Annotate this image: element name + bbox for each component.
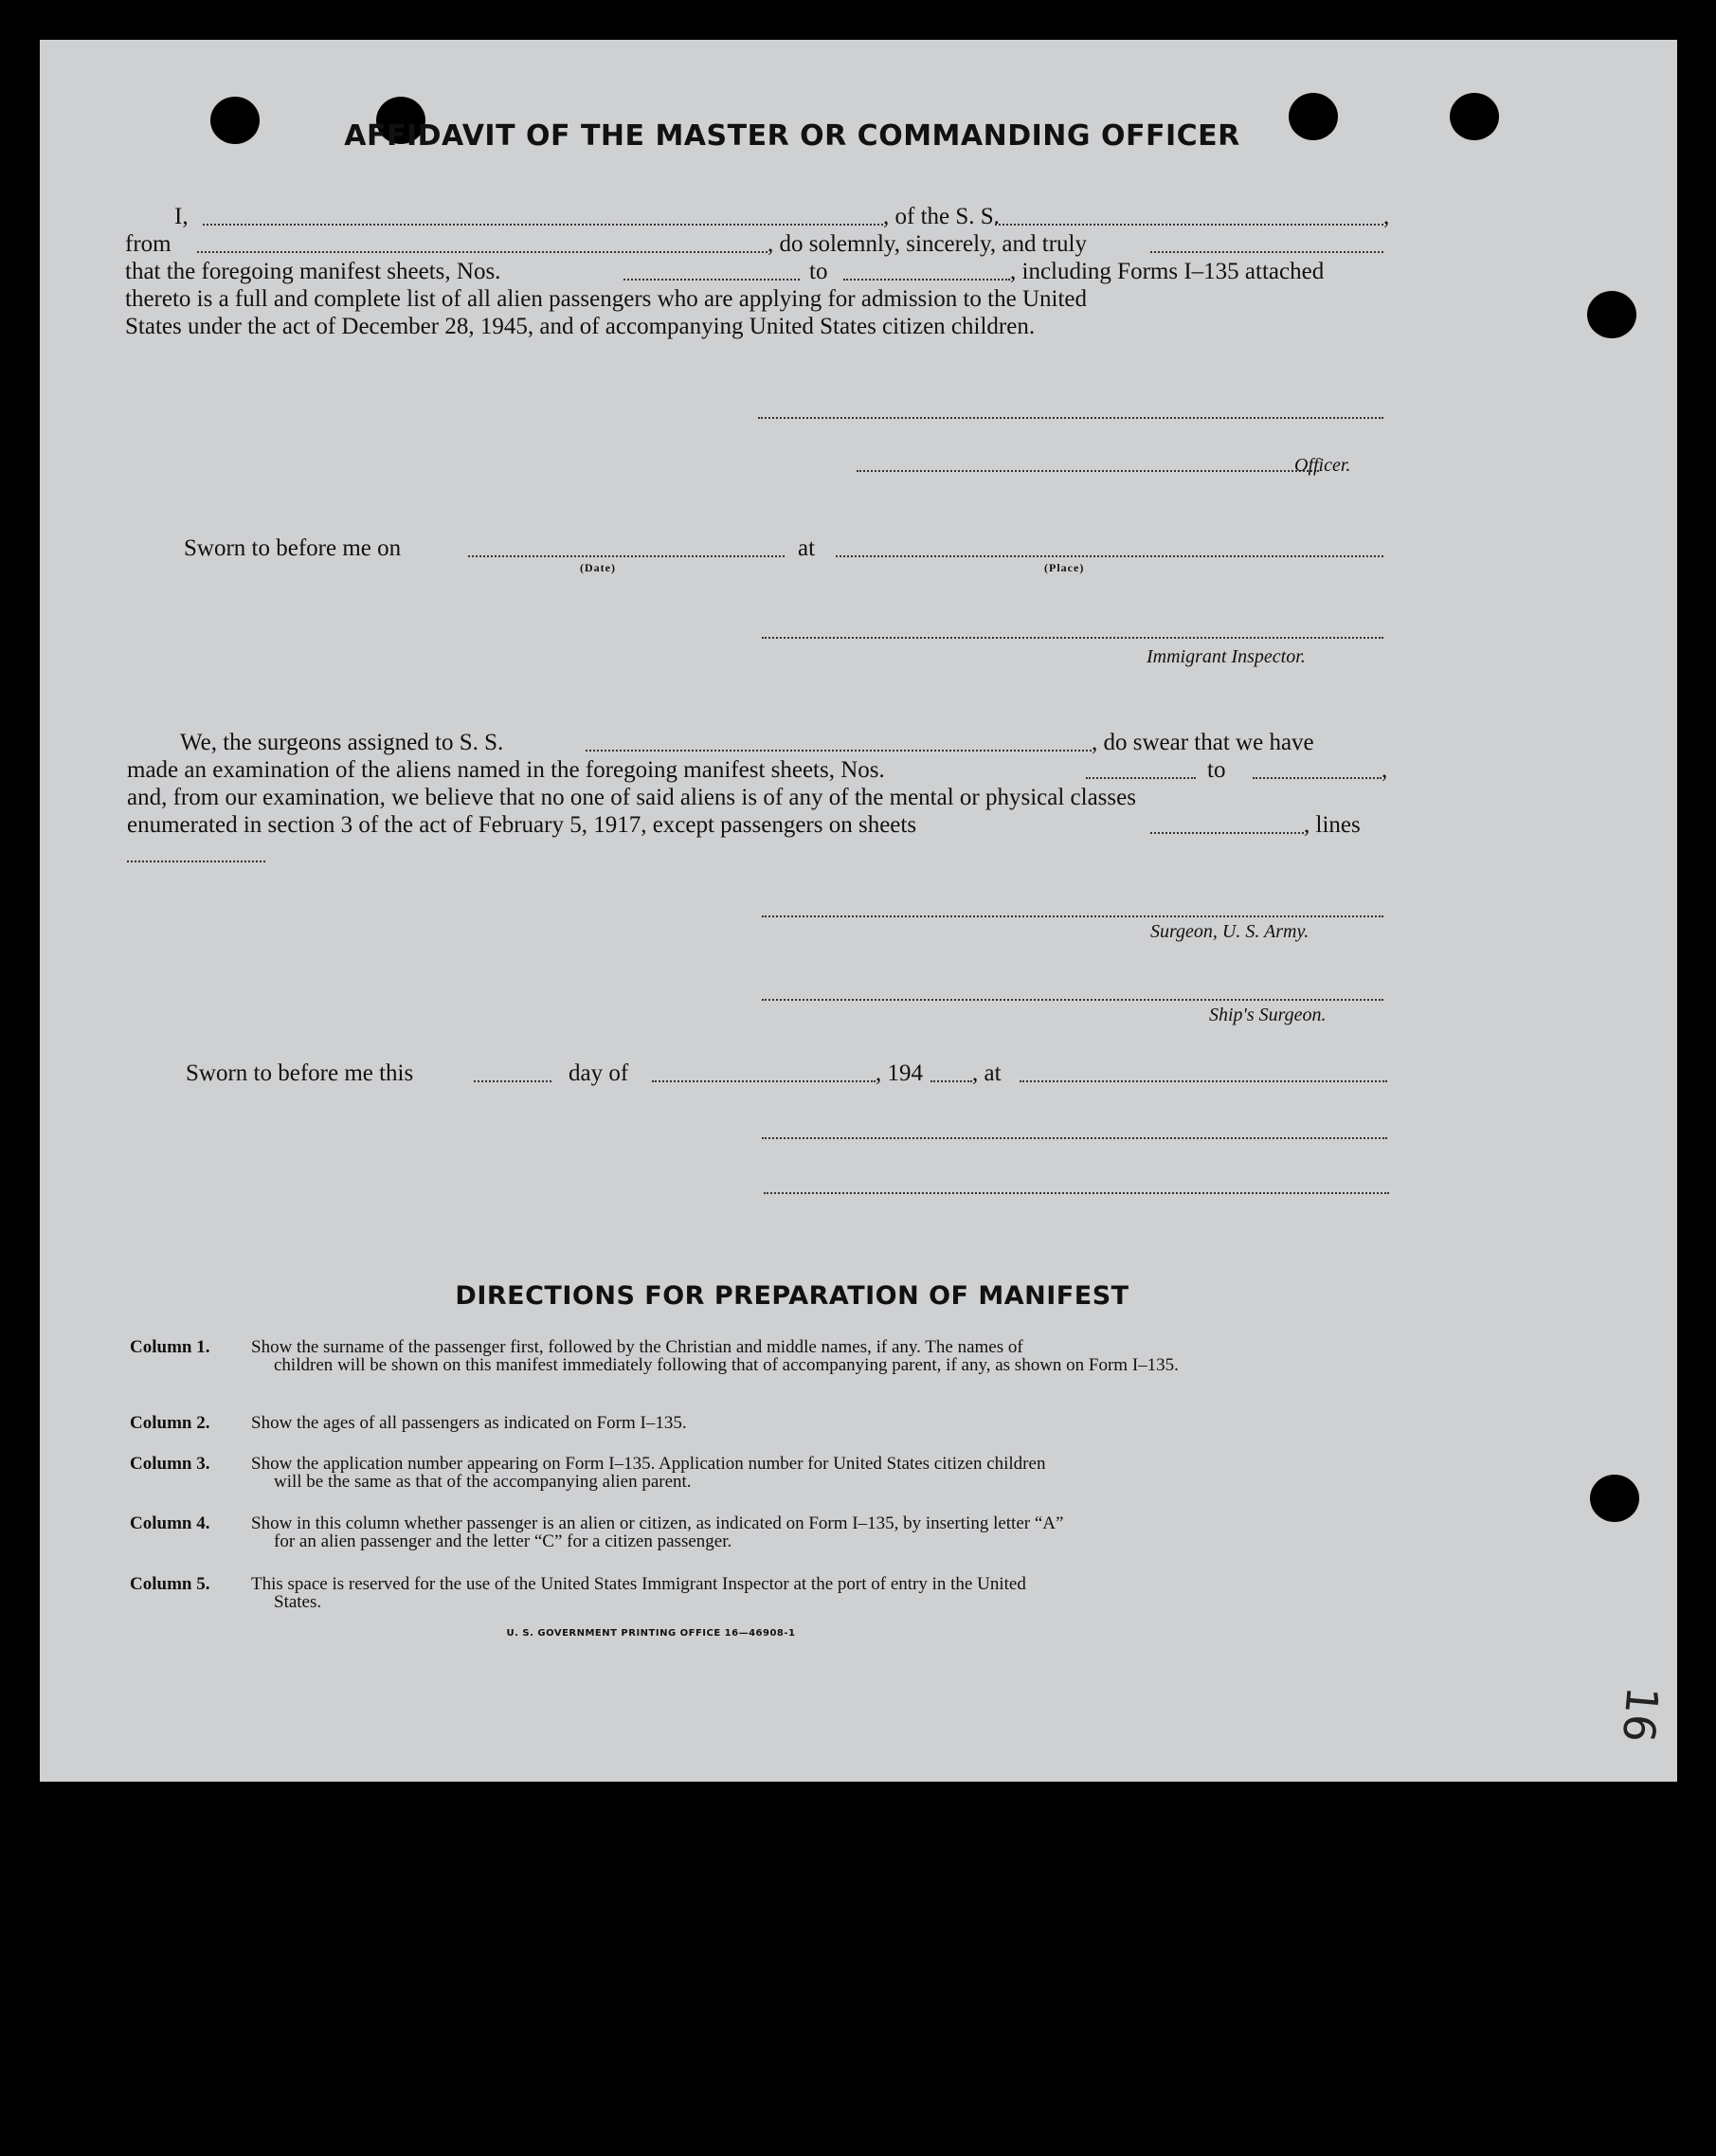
army-surgeon-signature-field[interactable] bbox=[762, 915, 1383, 917]
affidavit-line5: States under the act of December 28, 1945, and of accompanying United States citizen children. bbox=[125, 314, 1036, 339]
sworn-day-field[interactable] bbox=[474, 1080, 551, 1082]
place-label: (Place) bbox=[1044, 561, 1085, 574]
direction-line: Show the application number appearing on Form I–135. Application number for United States citizen children bbox=[251, 1454, 1046, 1474]
affidavit-i: I, bbox=[174, 204, 189, 229]
to-label: to bbox=[809, 259, 828, 284]
master-signature-field[interactable] bbox=[758, 417, 1383, 419]
direction-text bbox=[251, 1455, 1437, 1491]
direction-continuation: will be the same as that of the accompanying alien parent. bbox=[274, 1472, 692, 1492]
direction-continuation: States. bbox=[274, 1592, 322, 1612]
surgeon-ship-field[interactable] bbox=[586, 750, 1092, 752]
truly-field[interactable] bbox=[1150, 251, 1383, 253]
direction-continuation: for an alien passenger and the letter “C” for a citizen passenger. bbox=[274, 1531, 732, 1551]
direction-column-4 bbox=[130, 1514, 1437, 1552]
punct: , bbox=[1383, 204, 1390, 229]
affidavit-solemnly: , do solemnly, sincerely, and truly bbox=[768, 231, 1087, 257]
officer-label: Officer. bbox=[1294, 455, 1351, 476]
to-label: to bbox=[1207, 757, 1226, 783]
direction-label: Column 3. bbox=[130, 1454, 210, 1474]
master-name-field[interactable] bbox=[203, 224, 883, 226]
lines-field[interactable] bbox=[127, 861, 265, 862]
surgeon-sheets-from-field[interactable] bbox=[1086, 777, 1196, 779]
direction-label: Column 2. bbox=[130, 1413, 210, 1433]
year-field[interactable] bbox=[930, 1080, 972, 1082]
year-label: , 194 bbox=[876, 1060, 923, 1086]
direction-text bbox=[251, 1514, 1437, 1550]
direction-line: Show the ages of all passengers as indicated on Form I–135. bbox=[251, 1413, 687, 1433]
direction-column-5 bbox=[130, 1575, 1437, 1613]
directions-title: DIRECTIONS FOR PREPARATION OF MANIFEST bbox=[455, 1281, 1129, 1311]
ship-surgeon-label: Ship's Surgeon. bbox=[1209, 1005, 1327, 1025]
surgeons-line4b: , lines bbox=[1304, 812, 1361, 838]
sworn-place-field[interactable] bbox=[836, 555, 1383, 557]
inspector-signature-field[interactable] bbox=[762, 637, 1383, 639]
surgeon-sheets-to-field[interactable] bbox=[1253, 777, 1382, 779]
direction-continuation: children will be shown on this manifest immediately following that of accompanying parent, if any, as shown on Form I–135. bbox=[274, 1355, 1179, 1375]
punch-hole bbox=[1590, 1475, 1639, 1522]
direction-column-1 bbox=[130, 1338, 1437, 1395]
date-label: (Date) bbox=[580, 561, 616, 574]
at-label: at bbox=[798, 535, 816, 561]
sworn-this-label: Sworn to before me this bbox=[186, 1060, 414, 1086]
inspector-signature-field-2[interactable] bbox=[762, 1137, 1387, 1139]
direction-label: Column 4. bbox=[130, 1513, 210, 1533]
handwritten-page-number: 16 bbox=[1612, 1684, 1669, 1745]
officer-field[interactable] bbox=[857, 470, 1319, 472]
punct: , bbox=[1382, 757, 1388, 783]
surgeons-line1b: , do swear that we have bbox=[1092, 730, 1314, 755]
direction-label: Column 1. bbox=[130, 1337, 210, 1357]
direction-line: This space is reserved for the use of the United States Immigrant Inspector at the port of entry in the United bbox=[251, 1574, 1026, 1594]
direction-line: Show the surname of the passenger first, followed by the Christian and middle names, if any. The names of bbox=[251, 1337, 1023, 1357]
at-label: , at bbox=[972, 1060, 1002, 1086]
from-port-field[interactable] bbox=[197, 251, 768, 253]
except-sheets-field[interactable] bbox=[1150, 832, 1304, 834]
sheets-from-field[interactable] bbox=[623, 279, 800, 281]
affidavit-line4: thereto is a full and complete list of all alien passengers who are applying for admission to the United bbox=[125, 286, 1088, 312]
printer-imprint: U. S. GOVERNMENT PRINTING OFFICE 16—46908-1 bbox=[506, 1628, 796, 1639]
direction-text bbox=[251, 1338, 1437, 1374]
ship-surgeon-signature-field[interactable] bbox=[762, 999, 1383, 1001]
direction-text bbox=[251, 1575, 1437, 1611]
sworn-place-field-2[interactable] bbox=[1020, 1080, 1387, 1082]
affidavit-sheets: that the foregoing manifest sheets, Nos. bbox=[125, 259, 501, 284]
surgeons-line1a: We, the surgeons assigned to S. S. bbox=[180, 730, 504, 755]
surgeons-line2a: made an examination of the aliens named in the foregoing manifest sheets, Nos. bbox=[127, 757, 885, 783]
direction-column-3 bbox=[130, 1455, 1437, 1493]
inspector-title-field-2[interactable] bbox=[764, 1192, 1389, 1194]
direction-text bbox=[251, 1414, 1437, 1432]
surgeons-line4a: enumerated in section 3 of the act of February 5, 1917, except passengers on sheets bbox=[127, 812, 917, 838]
direction-column-2 bbox=[130, 1414, 1437, 1435]
sheets-to-field[interactable] bbox=[843, 279, 1010, 281]
army-surgeon-label: Surgeon, U. S. Army. bbox=[1150, 921, 1310, 942]
sworn-label: Sworn to before me on bbox=[184, 535, 402, 561]
punch-hole bbox=[1587, 291, 1636, 338]
direction-line: Show in this column whether passenger is an alien or citizen, as indicated on Form I–135, by inserting letter “A” bbox=[251, 1513, 1064, 1533]
surgeons-line3: and, from our examination, we believe that no one of said aliens is of any of the mental or physical classes bbox=[127, 785, 1136, 810]
sworn-date-field[interactable] bbox=[468, 555, 785, 557]
form-page bbox=[40, 40, 1677, 1782]
ship-name-field[interactable] bbox=[995, 224, 1383, 226]
affidavit-from: from bbox=[125, 231, 172, 257]
direction-label: Column 5. bbox=[130, 1574, 210, 1594]
affidavit-including: , including Forms I–135 attached bbox=[1010, 259, 1325, 284]
sworn-month-field[interactable] bbox=[652, 1080, 876, 1082]
day-of-label: day of bbox=[569, 1060, 629, 1086]
affidavit-ss: , of the S. S. bbox=[883, 204, 1000, 229]
affidavit-title: AFFIDAVIT OF THE MASTER OR COMMANDING OFFICER bbox=[344, 119, 1240, 153]
inspector-label: Immigrant Inspector. bbox=[1147, 646, 1306, 667]
